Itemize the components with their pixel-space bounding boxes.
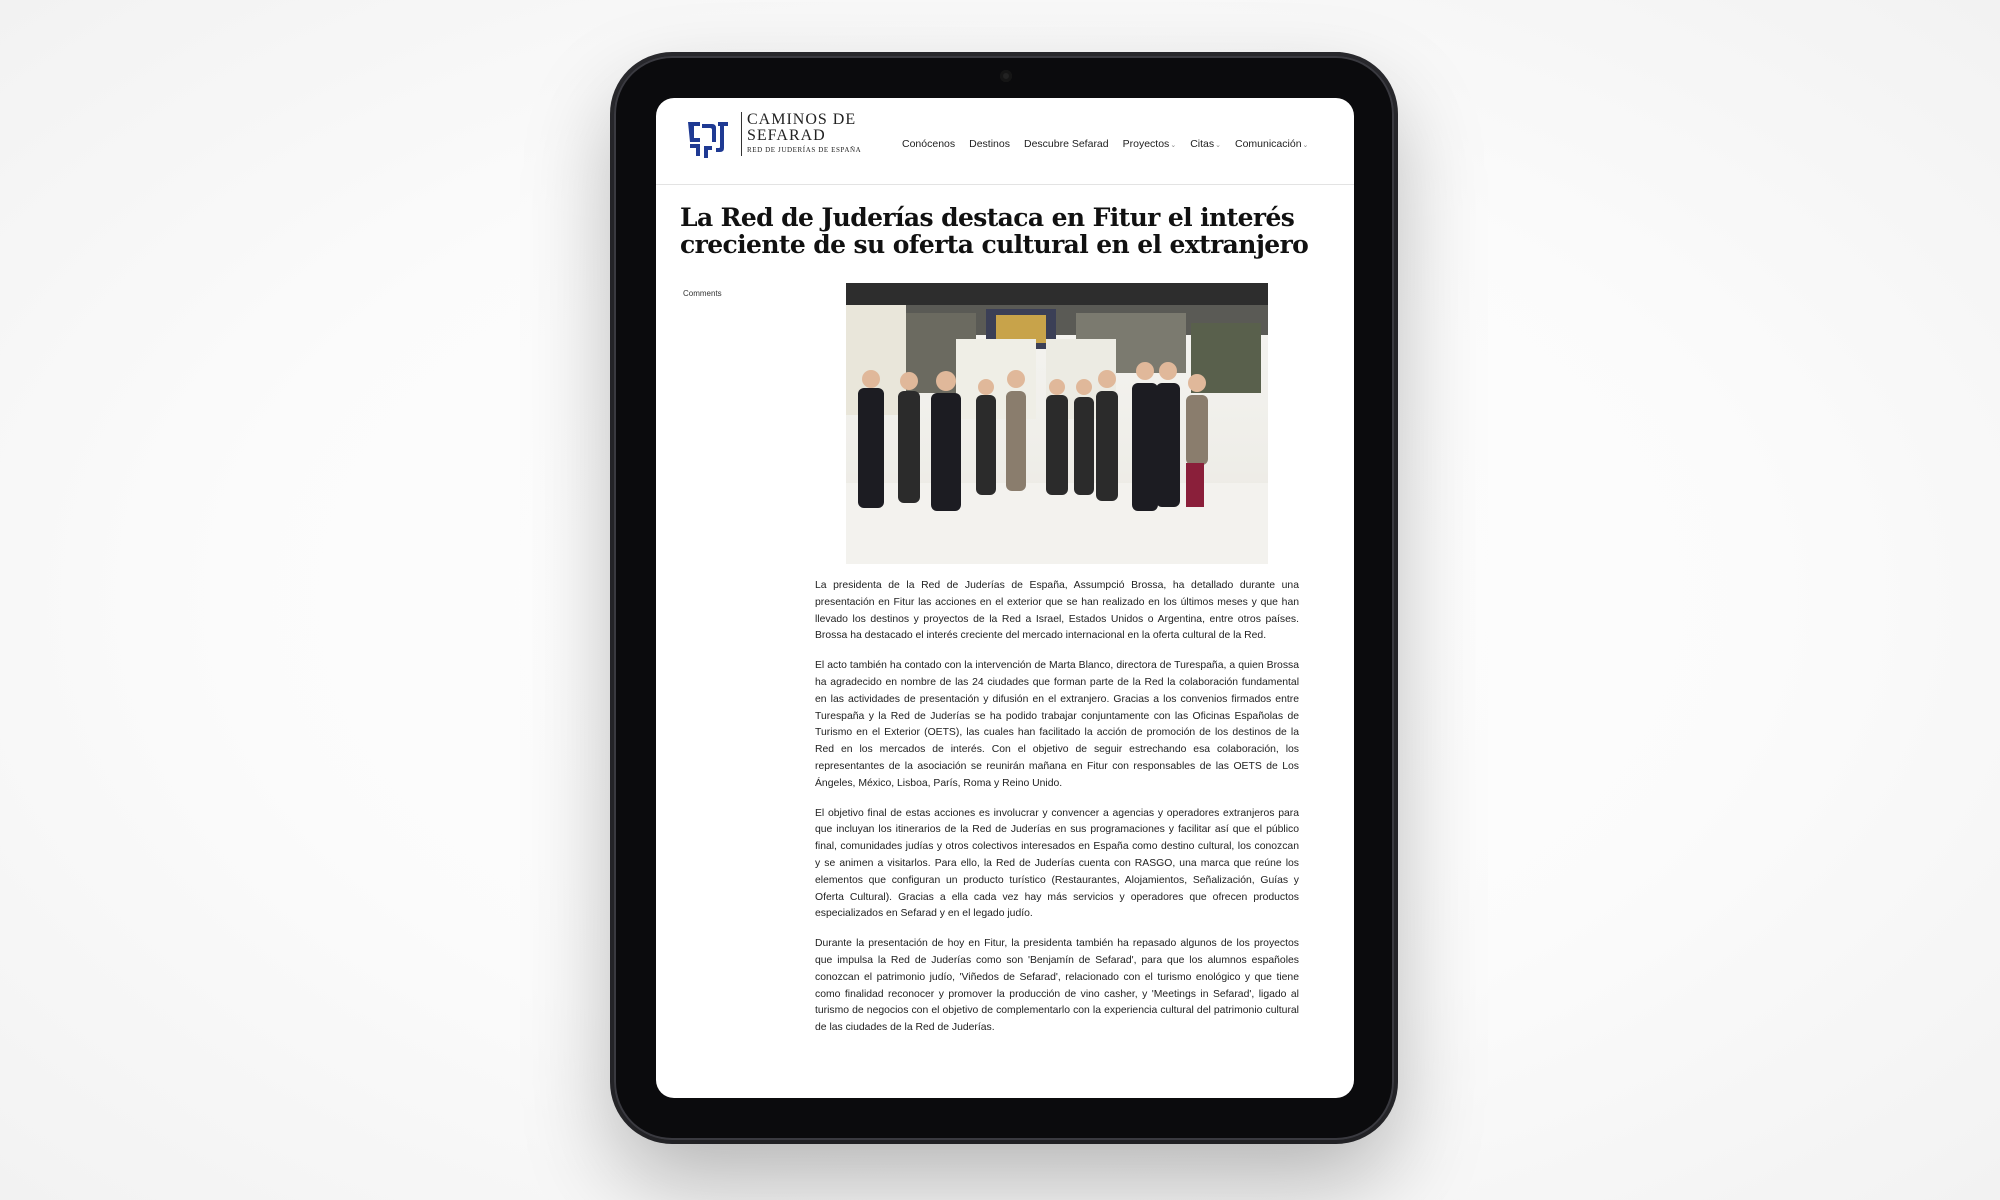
sefarad-logo-icon[interactable] — [684, 114, 732, 162]
nav-item-proyectos[interactable] — [1123, 138, 1177, 150]
chevron-down-icon: ⌄ — [1302, 142, 1309, 149]
main-navigation — [902, 138, 1322, 150]
chevron-down-icon: ⌄ — [1170, 142, 1177, 149]
article-paragraph: El acto también ha contado con la intervención de Marta Blanco, directora de Turespaña, a quien Brossa ha agradecido en nombre de las 24 ciudades que forman parte de la Red la colaboración fundamental en las actividades de presentación y difusión en el extranjero. Gracias a los convenios firmados entre Turespaña y la Red de Juderías se ha podido trabajar conjuntamente con las Oficinas Españolas de Turismo en el Exterior (OETS), las cuales han facilitado la acción de promoción de los destinos de la Red en los mercados de interés. Con el objetivo de seguir estrechando esa colaboración, los representantes de la asociación se reunirán mañana en Fitur con responsables de las OETS de Los Ángeles, México, Lisboa, París, Roma y Reino Unido. — [815, 660, 1299, 789]
article-paragraph: Durante la presentación de hoy en Fitur, la presidenta también ha repasado algunos de los proyectos que impulsa la Red de Juderías como son 'Benjamín de Sefarad', para que los alumnos españoles conozcan el patrimonio judío, 'Viñedos de Sefarad', relacionado con el turismo enológico y que tiene como finalidad reconocer y promover la producción de vino casher, y 'Meetings in Sefarad', ligado al turismo de negocios con el objetivo de complementarlo con la experiencia cultural del patrimonio cultural de las ciudades de la Red de Juderías. — [815, 938, 1299, 1034]
article-paragraph: El objetivo final de estas acciones es involucrar y convencer a agencias y operadores extranjeros para que incluyan los itinerarios de la Red de Juderías en sus programaciones y facilitar así que el público final, comunidades judías y otros colectivos interesados en España como destino cultural, los conozcan y se animen a visitarlos. Para ello, la Red de Juderías cuenta con RASGO, una marca que reúne los elementos que configuran un producto turístico (Restaurantes, Alojamientos, Señalización, Guías y Oferta Cultural). Gracias a ella cada vez hay más servicios y operadores que ofrecen productos especializados en Sefarad y en el legado judío. — [815, 807, 1299, 920]
article-title: La Red de Juderías destaca en Fitur el interés creciente de su oferta cultural en el extranjero — [680, 203, 1309, 259]
nav-item-comunicacion[interactable] — [1235, 138, 1308, 150]
site-logo-text[interactable] — [747, 112, 861, 154]
group-photo-image — [846, 283, 1268, 564]
nav-item-label: Conócenos — [902, 138, 956, 150]
article-body — [815, 578, 1299, 1050]
nav-item-destinos[interactable] — [969, 138, 1010, 150]
nav-item-label: Descubre Sefarad — [1023, 138, 1109, 150]
article-photo — [846, 283, 1268, 564]
site-header — [656, 98, 1354, 185]
logo-title-line1: CAMINOS DE — [747, 111, 857, 128]
nav-item-conocenos[interactable] — [902, 138, 955, 150]
article-paragraph: La presidenta de la Red de Juderías de España, Assumpció Brossa, ha detallado durante una presentación en Fitur las acciones en el exterior que se han realizado en los últimos meses y que han llevado los destinos y proyectos de la Red a Israel, Estados Unidos o Argentina, entre otros países. Brossa ha destacado el interés creciente del mercado internacional en la oferta cultural de la Red. — [815, 580, 1299, 642]
nav-item-label: Citas — [1190, 138, 1215, 150]
nav-item-label: Comunicación — [1235, 138, 1302, 150]
nav-item-descubre-sefarad[interactable] — [1024, 138, 1109, 150]
comments-link[interactable]: Comments — [683, 289, 722, 298]
camera-icon — [1000, 70, 1012, 82]
chevron-down-icon: ⌄ — [1215, 142, 1221, 149]
tablet-device — [614, 56, 1394, 1140]
browser-screen — [656, 98, 1354, 1098]
logo-subtitle: RED DE JUDERÍAS DE ESPAÑA — [747, 146, 862, 154]
logo-title-line2: SEFARAD — [747, 127, 826, 144]
nav-item-label: Destinos — [969, 138, 1010, 150]
logo-divider — [741, 112, 742, 156]
nav-item-citas[interactable] — [1190, 138, 1221, 150]
nav-item-label: Proyectos — [1122, 138, 1170, 150]
